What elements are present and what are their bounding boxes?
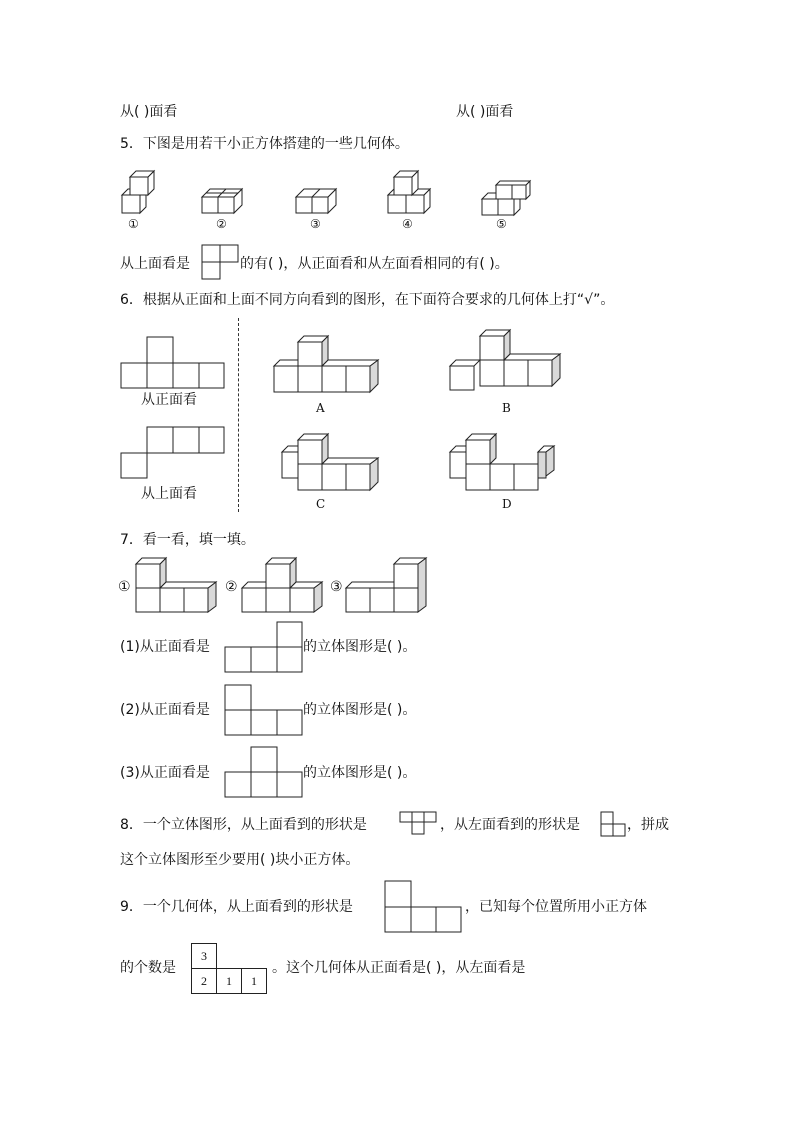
q8-text-1: 8．一个立体图形，从上面看到的形状是 [120, 817, 367, 833]
q7-item-3-prefix: (3)从正面看是 [120, 765, 210, 781]
q9-text-1: 9．一个几何体，从上面看到的形状是 [120, 899, 353, 915]
q6-top-label: 从上面看 [141, 486, 197, 502]
q7-item-1-prefix: (1)从正面看是 [120, 639, 210, 655]
q5-solid-4 [388, 171, 430, 213]
q5-solids [110, 165, 550, 235]
q7-item-2-suffix: 的立体图形是( )。 [303, 702, 417, 718]
q6-option-c [280, 430, 384, 494]
q8-text-3: ，拼成 [627, 817, 669, 833]
q5-label-4: ④ [402, 217, 413, 231]
q8-left-view [600, 811, 628, 839]
q7-item-3-suffix: 的立体图形是( )。 [303, 765, 417, 781]
q9-count-grid [191, 943, 267, 994]
q8-top-view [399, 811, 439, 837]
q6-option-a [270, 334, 382, 398]
q5-solid-2 [202, 189, 242, 213]
q6-top-view [120, 426, 226, 480]
q7-solid-3 [344, 554, 430, 616]
q5-solid-3 [296, 189, 336, 213]
q7-fig-label-3: ③ [330, 579, 343, 595]
q6-option-b [446, 330, 568, 394]
q6-option-d-label[interactable]: D [502, 497, 512, 511]
q8-line-2: 这个立体图形至少要用( )块小正方体。 [120, 852, 360, 868]
q7-item-1-suffix: 的立体图形是( )。 [303, 639, 417, 655]
q7-solid-1 [134, 554, 220, 616]
q9-top-view [384, 880, 464, 934]
q9-text-2: ，已知每个位置所用小正方体 [465, 899, 647, 915]
q8-text-2: ，从左面看到的形状是 [440, 817, 580, 833]
q5-label-2: ② [216, 217, 227, 231]
view-label-right: 从( )面看 [456, 104, 514, 120]
q5-solid-5 [482, 181, 530, 215]
q7-fig-label-2: ② [225, 579, 238, 595]
q5-solid-1 [122, 171, 154, 213]
q7-item-2-view [224, 684, 304, 736]
q5-label-5: ⑤ [496, 217, 507, 231]
q9-count-cell: 1 [242, 969, 267, 994]
q9-count-cell: 3 [192, 944, 217, 969]
q7-solid-2 [240, 554, 326, 616]
q6-divider [238, 318, 239, 512]
q9-count-cell: 2 [192, 969, 217, 994]
q9-line-2-suffix: 。这个几何体从正面看是( )，从左面看是 [272, 960, 526, 976]
q5-top-view [201, 244, 241, 280]
q7-item-1-view [224, 621, 304, 673]
q6-stem: 6．根据从正面和上面不同方向看到的图形，在下面符合要求的几何体上打“√”。 [120, 292, 615, 308]
q7-fig-label-1: ① [118, 579, 131, 595]
q6-option-a-label[interactable]: A [316, 401, 325, 415]
q7-item-2-prefix: (2)从正面看是 [120, 702, 210, 718]
q5-fill-text: 的有( )，从正面看和从左面看相同的有( )。 [240, 256, 509, 272]
q6-option-b-label[interactable]: B [502, 401, 511, 415]
q7-item-3-view [224, 746, 304, 798]
q6-option-c-label[interactable]: C [316, 497, 326, 511]
q6-front-label: 从正面看 [141, 392, 197, 408]
q9-count-cell: 1 [217, 969, 242, 994]
q5-label-1: ① [128, 217, 139, 231]
view-label-left: 从( )面看 [120, 104, 178, 120]
q7-stem: 7．看一看，填一填。 [120, 532, 255, 548]
q5-label-3: ③ [310, 217, 321, 231]
q6-front-view [120, 336, 226, 390]
q9-line-2-prefix: 的个数是 [120, 960, 176, 976]
q5-stem: 5．下图是用若干小正方体搭建的一些几何体。 [120, 136, 409, 152]
q5-fill-prefix: 从上面看是 [120, 256, 190, 272]
q6-option-d [448, 430, 560, 494]
